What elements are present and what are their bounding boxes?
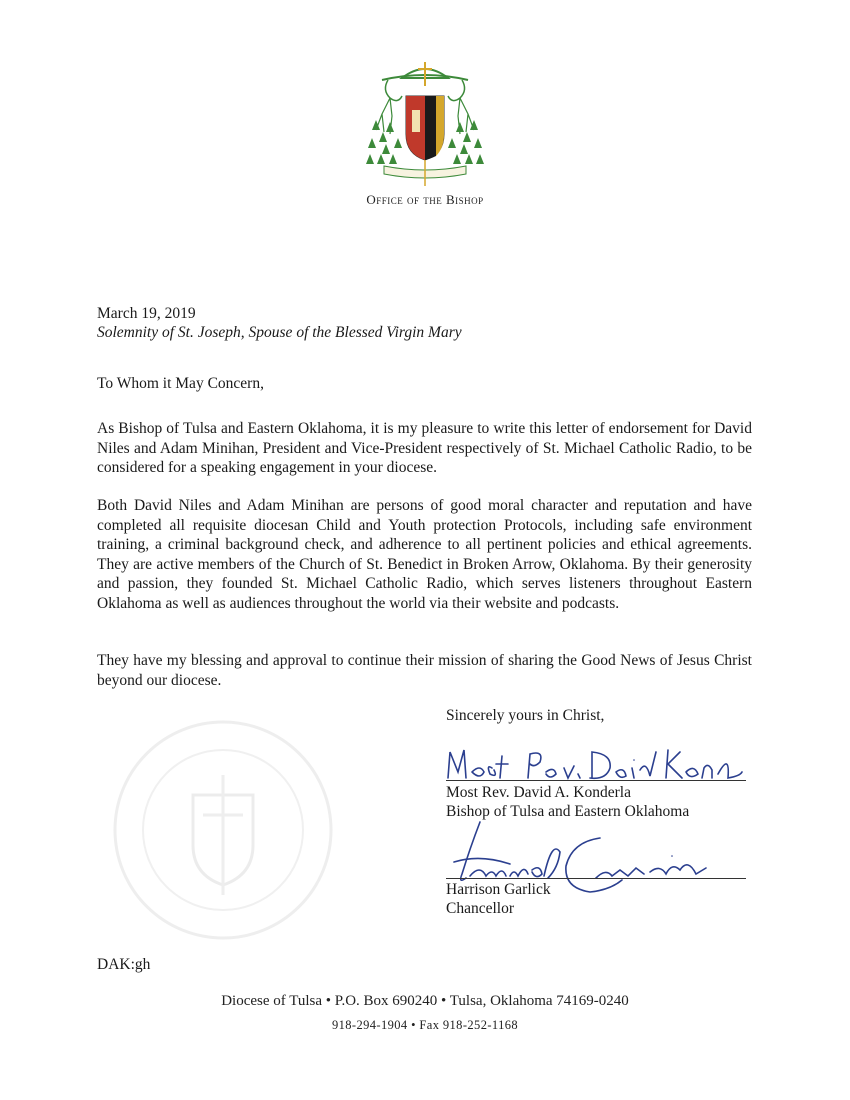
body-paragraph: As Bishop of Tulsa and Eastern Oklahoma, it is my pleasure to write this letter of endorsement for David Niles and Adam Minihan, President and Vice-President respectively of St. Michael Catholic Radio, to be considered for a speaking engagement in your diocese. — [97, 420, 752, 476]
letter-date: March 19, 2019 — [97, 305, 196, 322]
coat-of-arms-logo — [362, 56, 488, 188]
bishop-signature — [440, 738, 750, 786]
office-title: Office of the Bishop — [366, 192, 484, 207]
closing-line: Sincerely yours in Christ, — [446, 707, 605, 724]
letter-occasion: Solemnity of St. Joseph, Spouse of the Blessed Virgin Mary — [97, 324, 462, 341]
signature-line — [446, 878, 746, 879]
footer-address: Diocese of Tulsa • P.O. Box 690240 • Tulsa, Oklahoma 74169-0240 — [221, 993, 629, 1009]
footer-phones: 918-294-1904 • Fax 918-252-1168 — [331, 1018, 519, 1032]
reference-initials: DAK:gh — [97, 956, 151, 973]
embossed-seal — [108, 715, 338, 945]
signer-name: Most Rev. David A. Konderla — [446, 784, 631, 801]
signature-line — [446, 780, 746, 781]
signer-title: Chancellor — [446, 900, 515, 917]
signer-title: Bishop of Tulsa and Eastern Oklahoma — [446, 803, 690, 820]
salutation: To Whom it May Concern, — [97, 375, 264, 392]
body-paragraph: Both David Niles and Adam Minihan are persons of good moral character and reputation and have completed all requisite diocesan Child and Youth protection Protocols, including safe environment training, a criminal background check, and adherence to all pertinent policies and ethical agreements. They are active members of the Church of St. Benedict in Broken Arrow, Oklahoma. By their generosity and passion, they founded St. Michael Catholic Radio, which serves listeners throughout Eastern Oklahoma as well as audiences throughout the world via their website and podcasts. — [97, 497, 752, 612]
body-paragraph: They have my blessing and approval to continue their mission of sharing the Good News of Jesus Christ beyond our diocese. — [97, 652, 752, 689]
signer-name: Harrison Garlick — [446, 881, 551, 898]
